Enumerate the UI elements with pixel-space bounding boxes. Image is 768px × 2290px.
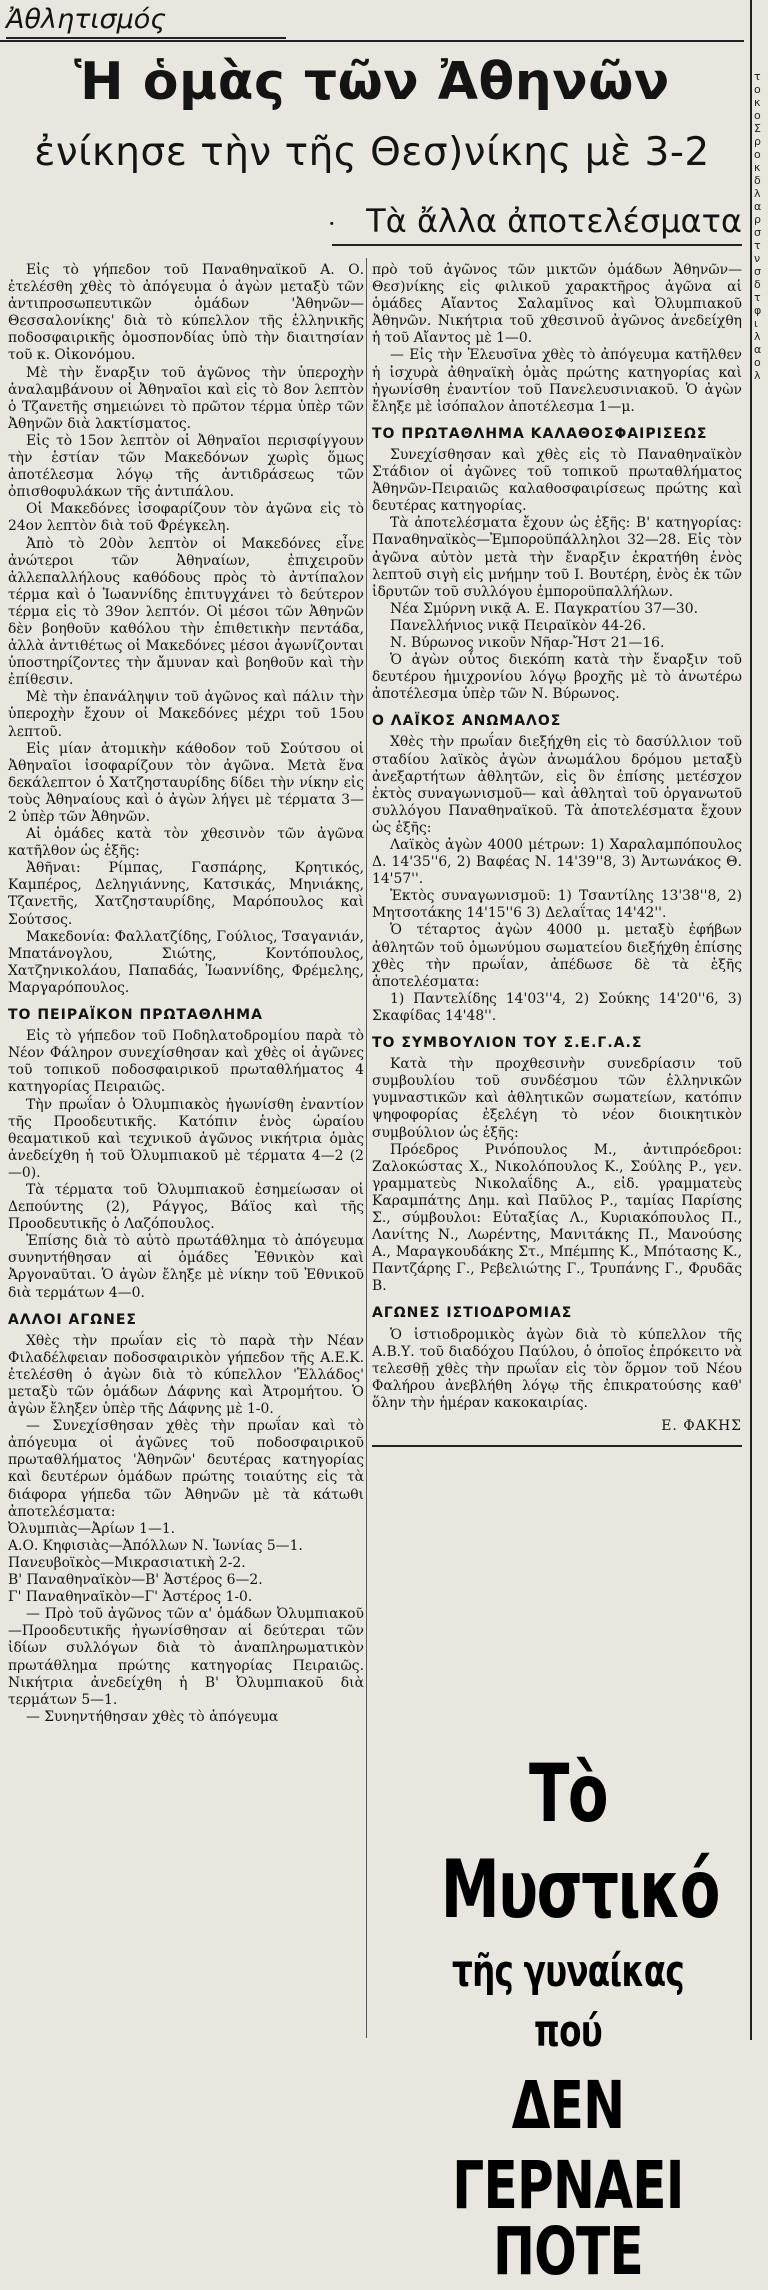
ad-line2: τῆς γυναίκας πού [452,1946,684,2057]
article-paragraph: Κατὰ τὴν προχθεσινὴν συνεδρίασιν τοῦ συμβουλίου τοῦ συνδέσμου τῶν ἑλληνικῶν γυμναστικῶν καὶ ἀθλητικῶν σωματείων, κατόπιν ψηφοφορίας ἐξελέγη τὸ νέον διοικητικὸν συμβούλιον ὡς ἑξῆς: [372,1056,742,1141]
result-line: 1) Παντελίδης 14'03''4, 2) Σούκης 14'20''6, 3) Σκαφίδας 14'48''. [372,990,742,1024]
article-paragraph: Πρόεδρος Ρινόπουλος Μ., ἀντιπρόεδροι: Ζαλοκώστας Χ., Νικολόπουλος Κ., Σούλης Ρ., γεν. γραμματεὺς Νικολαΐδης Α., εἰδ. γραμματεὺς Καραμπάτης Δημ. καὶ Παῦλος Ρ., ταμίας Παρίσης Σ., σύμβουλοι: Εὐταξίας Λ., Κυριακόπουλος Π., Λανίτης Ν., Λωρέντης, Μανιτάκης Π., Μανούσης Α., Μαραγκουδάκης Στ., Μπέμπης Κ., Μπότασης Κ., Παντζάρης Γ., Ρεβελιώτης Γ., Τρυπάνης Γ., Φρυδᾶς Β. [372,1141,742,1295]
article-paragraph: Ἀπὸ τὸ 20ὸν λεπτὸν οἱ Μακεδόνες εἶνε ἀνώτεροι τῶν Ἀθηναίων, ἐπιχειροῦν ἀλλεπαλλήλους καθόδους πρὸς τὸ ἀντίπαλον τέρμα καὶ ὁ Ἰωαννίδης ἐπιτυγχάνει τὸ δεύτερον τέρμα εἰς τὸ 39ον λεπτόν. Οἱ μέσοι τῶν Ἀθηνῶν δὲν βοηθοῦν καθόλου τὴν ἐπιθετικὴν πεντάδα, ἀλλὰ ἀντιθέτως οἱ Μακεδόνες μέσοι ἀγωνίζονται ὑποστηρίζοντες τὴν ἄμυναν καὶ βοηθοῦν καὶ τὴν ἐπίθεσιν. [8,535,364,689]
article-paragraph: πρὸ τοῦ ἀγῶνος τῶν μικτῶν ὁμάδων Ἀθηνῶν—Θεσ)νίκης εἰς φιλικοῦ χαρακτῆρος ἀγῶνα αἱ ὁμάδες Αἴαντος Σαλαμῖνος καὶ Ὀλυμπιακοῦ Ἀθηνῶν. Νικήτρια τοῦ χθεσινοῦ ἀγῶνος ἀνεδείχθη ἡ τοῦ Αἴαντος μὲ 1—0. [372,262,742,347]
article-paragraph: Ὁ τέταρτος ἀγὼν 4000 μ. μεταξὺ ἐφήβων ἀθλητῶν τοῦ ὁμωνύμου σωματείου διεξήχθη ἐπίσης χθὲς τὴν πρωΐαν, ἀπέδωσε δὲ τὰ ἑξῆς ἀποτελέσματα: [372,922,742,990]
article-end-rule [372,1445,742,1447]
article-paragraph: Τὰ τέρματα τοῦ Ὀλυμπιακοῦ ἐσημείωσαν οἱ Δεπούντης (2), Ράγγος, Βάϊος καὶ τῆς Προοδευτικῆς ὁ Λαζόπουλος. [8,1181,364,1233]
lineup-athens: Ἀθῆναι: Ρίμπας, Γασπάρης, Κρητικός, Καμπέρος, Δεληγιάννης, Κατσικάς, Μηνιάκης, Τζανετῆς, Χατζησταυρίδης, Μαρόπουλος καὶ Σούτσος. [8,860,364,928]
article-paragraph: Οἱ Μακεδόνες ἰσοφαρίζουν τὸν ἀγῶνα εἰς τὸ 24ον λεπτὸν διὰ τοῦ Φρέγκελη. [8,501,364,535]
result-line: Α.Ο. Κηφισιὰς—Ἀπόλλων Ν. Ἰωνίας 5—1. [8,1537,303,1554]
result-line: Ἐκτὸς συναγωνισμοῦ: 1) Τσαντίλης 13'38''8, 2) Μητσοτάκης 14'15''6 3) Δελαΐτας 14'42''. [372,888,742,922]
article-paragraph: Μὲ τὴν ἔναρξιν τοῦ ἀγῶνος τὴν ὑπεροχὴν ἀναλαμβάνουν οἱ Ἀθηναῖοι καὶ εἰς τὸ 8ον λεπτὸν ὁ Τζανετῆς σημειώνει τὸ πρῶτον τέρμα ὑπὲρ τῶν Ἀθηνῶν διὰ λακτίσματος. [8,364,364,432]
ad-line4: ΠΟΤΕ [492,2213,644,2290]
section-heading-segas: ΤΟ ΣΥΜΒΟΥΛΙΟΝ ΤΟΥ Σ.Ε.Γ.Α.Σ [372,1035,643,1052]
result-line: Ν. Βύρωνος νικοῦν Νῆαρ-Ἤστ 21—16. [390,634,665,651]
ad-line1: Τὸ Μυστικό [440,1747,719,1936]
column-separator [366,258,367,2038]
section-tag: Ἀθλητισμός [6,4,286,39]
page-edge-rule [750,0,752,2040]
section-heading-sailing: ΑΓΩΝΕΣ ΙΣΤΙΟΔΡΟΜΙΑΣ [372,1305,573,1322]
headline-line2: ἐνίκησε τὴν τῆς Θεσ)νίκης μὲ 3-2 [34,130,710,175]
subhead-bullet: · [328,210,336,238]
result-line: Β' Παναθηναϊκὸν—Β' Ἀστέρος 6—2. [8,1572,263,1589]
article-paragraph: Τὴν πρωΐαν ὁ Ὀλυμπιακὸς ἠγωνίσθη ἐναντίον τῆς Προοδευτικῆς. Κατόπιν ἑνὸς ὡραίου θεαματικοῦ καὶ τεχνικοῦ ἀγῶνος νικήτρια ὁμὰς ἀνεδείχθη ἡ τοῦ Ὀλυμπιακοῦ μὲ τέρματα 4—2 (2—0). [8,1096,364,1181]
article-paragraph: Τὰ ἀποτελέσματα ἔχουν ὡς ἑξῆς: Β' κατηγορίας: Παναθηναϊκὸς—Ἐμποροϋπάλληλοι 32—28. Εἰς τὸν ἀγῶνα αὐτὸν μετὰ τὴν ἔναρξιν ἐκρατήθη ἑνὸς λεπτοῦ σιγὴ εἰς μνήμην τοῦ Ι. Βουτέρη, ἑνὸς ἐκ τῶν ἱδρυτῶν τοῦ συλλόγου ἐμποροϋπαλλήλων. [372,515,742,600]
article-paragraph: Εἰς μίαν ἀτομικὴν κάθοδον τοῦ Σούτσου οἱ Ἀθηναῖοι ἰσοφαρίζουν τὸν ἀγῶνα. Μετὰ ἕνα δεκάλεπτον ὁ Χατζησταυρίδης δίδει τὴν νίκην εἰς τοὺς Ἀθηναίους καὶ ὁ ἀγὼν λήγει μὲ τέρματα 3—2 ὑπὲρ τῶν Ἀθηνῶν. [8,740,364,825]
result-line: Νέα Σμύρνη νικᾷ Α. Ε. Παγκρατίου 37—30. [390,600,699,617]
section-heading-basketball: ΤΟ ΠΡΩΤΑΘΛΗΜΑ ΚΑΛΑΘΟΣΦΑΙΡΙΣΕΩΣ [372,425,708,442]
right-column [372,262,742,1714]
result-line: Γ' Παναθηναϊκὸν—Γ' Ἀστέρος 1-0. [8,1589,253,1606]
article-paragraph: Εἰς τὸ γήπεδον τοῦ Ποδηλατοδρομίου παρὰ τὸ Νέον Φάληρον συνεχίσθησαν καὶ χθὲς οἱ ἀγῶνες τοῦ τοπικοῦ ποδοσφαιρικοῦ πρωταθλήματος 4 κατηγορίας Πειραιῶς. [8,1028,364,1096]
article-paragraph: — Πρὸ τοῦ ἀγῶνος τῶν α' ὁμάδων Ὀλυμπιακοῦ—Προοδευτικῆς ἠγωνίσθησαν αἱ δεύτεραι τῶν ἰδίων συλλόγων διὰ τὸ ἀναπληρωματικὸν πρωτάθλημα πρώτης κατηγορίας Πειραιῶς. Νικήτρια ἀνεδείχθη ἡ Β' Ὀλυμπιακοῦ διὰ τερμάτων 5—1. [8,1606,364,1708]
section-heading-cross-country: Ο ΛΑΪΚΟΣ ΑΝΩΜΑΛΟΣ [372,713,562,730]
result-line: Λαϊκὸς ἀγὼν 4000 μέτρων: 1) Χαραλαμπόπουλος Δ. 14'35''6, 2) Βαφέας Ν. 14'39''8, 3) Ἀντωνάκος Θ. 14'57''. [372,837,742,888]
headline-line1: Ἡ ὁμὰς τῶν Ἀθηνῶν [74,52,670,112]
article-paragraph: — Συνηντήθησαν χθὲς τὸ ἀπόγευμα [26,1708,279,1725]
article-paragraph: Χθὲς τὴν πρωΐαν εἰς τὸ παρὰ τὴν Νέαν Φιλαδέλφειαν ποδοσφαιρικὸν γήπεδον τῆς Α.Ε.Κ. ἐτελέσθη ὁ ἀγὼν διὰ τὸ κύπελλον 'Ἑλλάδος' μεταξὺ τῶν ὁμάδων Δάφνης καὶ Ἀτρομήτου. Ὁ ἀγὼν ἔληξεν ὑπὲρ τῆς Δάφνης μὲ 1-0. [8,1332,364,1418]
article-paragraph: Ὁ ἱστιοδρομικὸς ἀγὼν διὰ τὸ κύπελλον τῆς Α.Β.Υ. τοῦ διαδόχου Παύλου, ὁ ὁποῖος ἐπρόκειτο νὰ τελεσθῇ χθὲς τὴν πρωΐαν εἰς τὸν ὅρμον τοῦ Νέου Φαλήρου ἀνεβλήθη λόγῳ τῆς ἐπικρατούσης καθ' ὅλην τὴν ἡμέραν κακοκαιρίας. [372,1326,742,1411]
section-heading-peiraikon: ΤΟ ΠΕΙΡΑΪΚΟΝ ΠΡΩΤΑΘΛΗΜΑ [8,1007,263,1024]
subheadline: Τὰ ἄλλα ἀποτελέσματα [332,202,742,246]
left-column [8,262,364,2032]
author-signature: Ε. ΦΑΚΗΣ [661,1418,742,1434]
article-paragraph: Ὁ ἀγὼν οὗτος διεκόπη κατὰ τὴν ἔναρξιν τοῦ δευτέρου ἡμιχρονίου λόγῳ βροχῆς μὲ τὸ ἀνωτέρω ἀποτέλεσμα ὑπὲρ τῶν Ν. Βύρωνος. [372,652,742,703]
article-paragraph: Χθὲς τὴν πρωΐαν διεξήχθη εἰς τὸ δασύλλιον τοῦ σταδίου λαϊκὸς ἀγὼν ἀνωμάλου δρόμου μεταξὺ ἀνεξαρτήτων ἀθλητῶν, εἰς ὃν ἐπίσης μετέσχον ἐκτὸς συναγωνισμοῦ— καὶ ἀθληταὶ τοῦ ὀργανωτοῦ συλλόγου Παναθηναϊκοῦ. Τὰ ἀποτελέσματα ἔχουν ὡς ἑξῆς: [372,734,742,836]
article-paragraph: — Εἰς τὴν Ἐλευσῖνα χθὲς τὸ ἀπόγευμα κατῆλθεν ἡ ἰσχυρὰ ἀθηναϊκὴ ὁμὰς πρώτης κατηγορίας καὶ ἠγωνίσθη ἐναντίον τοῦ Πανελευσινιακοῦ. Ὁ ἀγὼν ἔληξε μὲ ἰσόπαλον ἀποτέλεσμα 1—μ. [372,347,742,415]
result-line: Πανευβοϊκὸς—Μικρασιατικὴ 2-2. [8,1554,246,1571]
article-paragraph: Συνεχίσθησαν καὶ χθὲς εἰς τὸ Παναθηναϊκὸν Στάδιον οἱ ἀγῶνες τοῦ τοπικοῦ πρωταθλήματος Ἀθηνῶν-Πειραιῶς καλαθοσφαιρίσεως πρώτης καὶ δευτέρας κατηγορίας. [372,446,742,515]
article-paragraph: Ἐπίσης διὰ τὸ αὐτὸ πρωτάθλημα τὸ ἀπόγευμα συνηντήθησαν αἱ ὁμάδες Ἐθνικὸν καὶ Ἀργοναῦται. Ὁ ἀγὼν ἔληξε μὲ νίκην τοῦ Ἐθνικοῦ διὰ τερμάτων 4—0. [8,1233,364,1301]
lineup-macedonia: Μακεδονία: Φαλλατζίδης, Γούλιος, Τσαγανιάν, Μπατάνογλου, Σιώτης, Κοντόπουλος, Χατζηνικολάου, Παπαδάς, Ἰωαννίδης, Φρέμελης, Μαργαρόπουλος. [8,928,364,996]
article-paragraph: Μὲ τὴν ἐπανάληψιν τοῦ ἀγῶνος καὶ πάλιν τὴν ὑπεροχὴν ἔχουν οἱ Μακεδόνες μέχρι τοῦ 15ου λεπτοῦ. [8,689,364,740]
result-line: Πανελλήνιος νικᾷ Πειραϊκὸν 44-26. [390,617,646,634]
top-rule [0,40,744,42]
ad-line3: ΔΕΝ ΓΕΡΝΑΕΙ [452,2067,684,2224]
section-heading-alloi: ΑΛΛΟΙ ΑΓΩΝΕΣ [8,1311,137,1328]
adjacent-page-fragment: τ ο κ ο Σ ρ ο κ δ λ α ρ σ τ ν σ δ τ φ ι λ α ο λ [754,70,762,382]
article-paragraph: Αἱ ὁμάδες κατὰ τὸν χθεσινὸν τῶν ἀγῶνα κατῆλθον ὡς ἑξῆς: [8,826,364,860]
article-paragraph: Εἰς τὸ γήπεδον τοῦ Παναθηναϊκοῦ Α. Ο. ἐτελέσθη χθὲς τὸ ἀπόγευμα ὁ ἀγὼν μεταξὺ τῶν ἀντιπροσωπευτικῶν ὁμάδων 'Ἀθηνῶν—Θεσσαλονίκης' διὰ τὸ κύπελλον τῆς ἑλληνικῆς ποδοσφαιρικῆς ὁμοσπονδίας ὑπὸ τὴν διαιτησίαν τοῦ κ. Οἰκονόμου. [8,262,364,364]
article-paragraph: — Συνεχίσθησαν χθὲς τὴν πρωΐαν καὶ τὸ ἀπόγευμα οἱ ἀγῶνες τοῦ ποδοσφαιρικοῦ πρωταθλήματος 'Ἀθηνῶν' δευτέρας κατηγορίας καὶ δευτέρων ὁμάδων πρώτης τοιαύτης εἰς τὰ διάφορα γήπεδα τῶν Ἀθηνῶν μὲ τὰ κάτωθι ἀποτελέσματα: [8,1418,364,1520]
article-paragraph: Εἰς τὸ 15ον λεπτὸν οἱ Ἀθηναῖοι περισφίγγουν τὴν ἑστίαν τῶν Μακεδόνων χωρὶς ὅμως ἀποτέλεσμα λόγῳ τῆς ἀντιδράσεως τῶν ὀπισθοφυλάκων τῆς ἀντιπάλου. [8,432,364,501]
advertisement [396,1740,740,2290]
result-line: Ὀλυμπιὰς—Ἀρίων 1—1. [8,1520,176,1537]
